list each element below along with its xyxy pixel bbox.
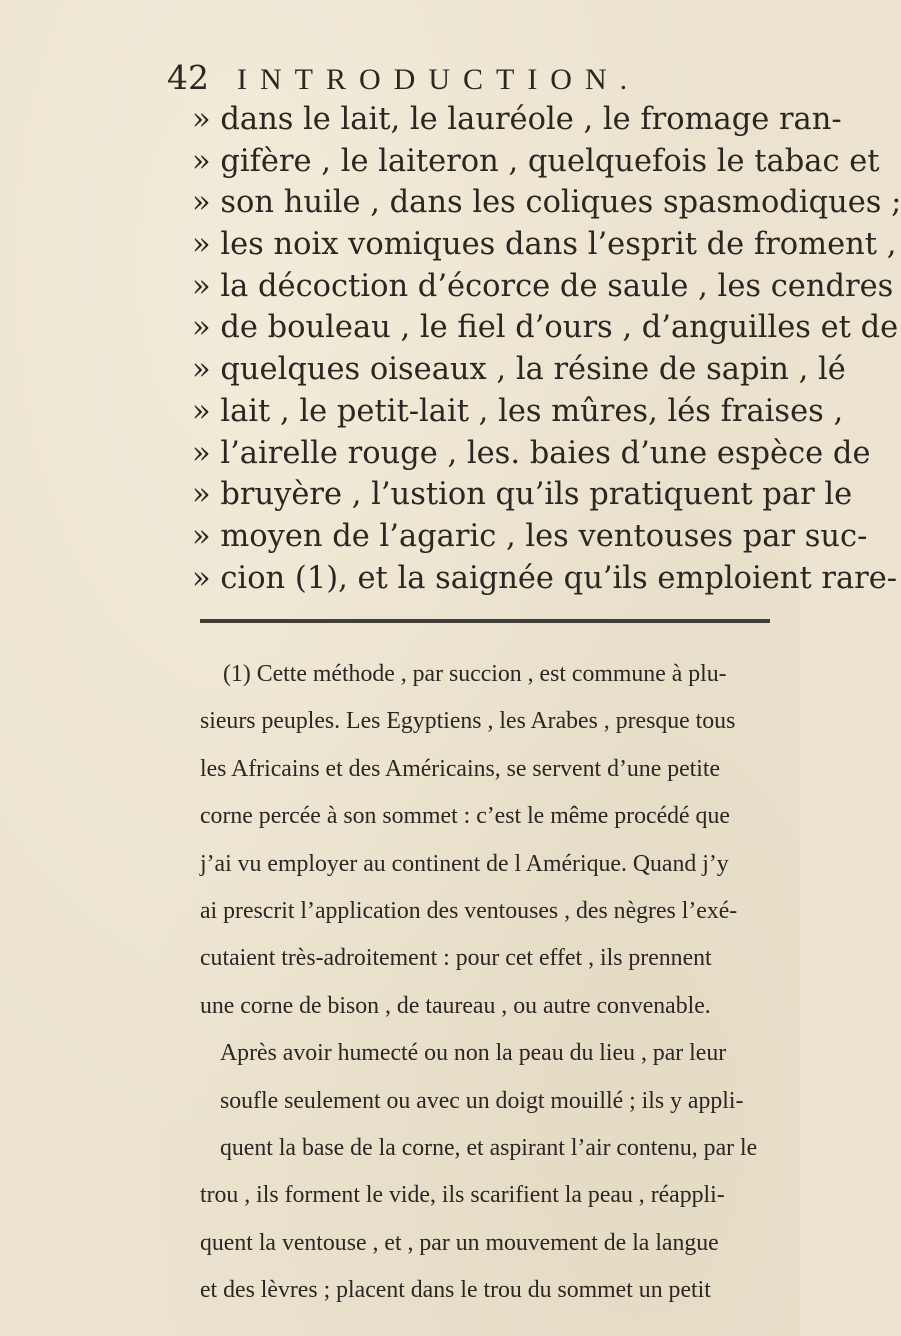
footnote-line: et des lèvres ; placent dans le trou du sommet un petit [200,1277,711,1304]
footnote-line: (1) Cette méthode , par succion , est commune à plu- [223,661,727,687]
text-line: » cion (1), et la saignée qu’ils emploient rare- [192,560,898,596]
running-head: INTRODUCTION. [237,63,641,96]
footnote-block [200,651,775,1314]
footnote-line: Après avoir humecté ou non la peau du lieu , par leur [220,1040,727,1067]
footnote-line: sieurs peuples. Les Egyptiens , les Arabes , presque tous [200,708,736,735]
text-line: » bruyère , l’ustion qu’ils pratiquent par le [192,477,853,513]
main-text-block [192,99,901,599]
text-line: » lait , le petit-lait , les mûres, lés fraises , [192,393,844,429]
footnote-line: soufle seulement ou avec un doigt mouillé ; ils y appli- [220,1087,744,1114]
footnote-line: les Africains et des Américains, se servent d’une petite [200,755,721,782]
page-number: 42 [167,58,209,97]
footnote-line: corne percée à son sommet : c’est le même procédé que [200,803,730,830]
footnote-line: quent la base de la corne, et aspirant l’air contenu, par le [220,1134,758,1161]
footnote-line: cutaient très-adroitement : pour cet effet , ils prennent [200,945,712,972]
footnote-line: une corne de bison , de taureau , ou autre convenable. [200,992,711,1019]
footnote-line: j’ai vu employer au continent de l Amérique. Quand j’y [200,850,729,877]
footnote-line: ai prescrit l’application des ventouses , des nègres l’exé- [200,897,738,924]
footnote-divider [200,619,770,623]
text-line: » quelques oiseaux , la résine de sapin , lé [192,352,846,388]
text-line: » son huile , dans les coliques spasmodiques ; [192,185,901,221]
text-line: » la décoction d’écorce de saule , les cendres [192,268,894,304]
text-line: » dans le lait, le lauréole , le fromage ran- [192,102,842,137]
text-line: » de bouleau , le fiel d’ours , d’anguilles et de [192,310,899,346]
text-line: » gifère , le laiteron , quelquefois le tabac et [192,143,880,179]
text-line: » moyen de l’agaric , les ventouses par suc- [192,518,868,554]
footnote-line: quent la ventouse , et , par un mouvement de la langue [200,1229,719,1256]
text-line: » l’airelle rouge , les. baies d’une espèce de [192,435,871,471]
footnote-line: trou , ils forment le vide, ils scarifient la peau , réappli- [200,1182,725,1209]
text-line: » les noix vomiques dans l’esprit de froment , [192,227,897,263]
page-header [167,58,767,98]
